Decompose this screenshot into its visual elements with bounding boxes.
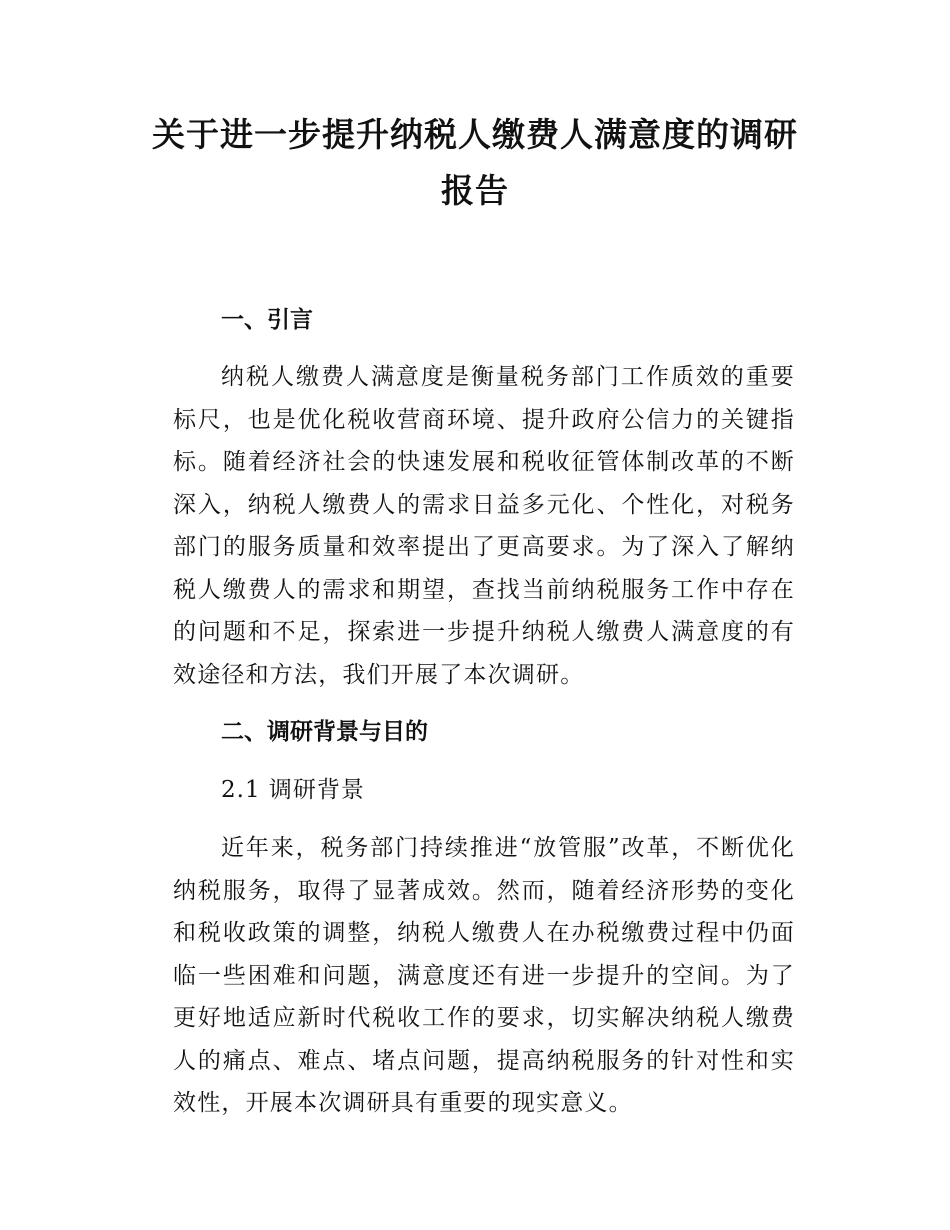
subsection-heading-background: 2.1 调研背景 bbox=[221, 777, 365, 803]
section-heading-background-purpose: 二、调研背景与目的 bbox=[221, 719, 428, 745]
introduction-paragraph: 纳税人缴费人满意度是衡量税务部门工作质效的重要标尺，也是优化税收营商环境、提升政府公信力的关键指标。随着经济社会的快速发展和税收征管体制改革的不断深入，纳税人缴费人的需求日益多元化、个性化，对税务部门的服务质量和效率提出了更高要求。为了深入了解纳税人缴费人的需求和期望，查找当前纳税服务工作中存在的问题和不足，探索进一步提升纳税人缴费人满意度的有效途径和方法，我们开展了本次调研。 bbox=[173, 364, 795, 688]
section-heading-introduction: 一、引言 bbox=[221, 307, 313, 333]
background-paragraph: 近年来，税务部门持续推进“放管服”改革，不断优化纳税服务，取得了显著成效。然而，随着经济形势的变化和税收政策的调整，纳税人缴费人在办税缴费过程中仍面临一些困难和问题，满意度还有进一步提升的空间。为了更好地适应新时代税收工作的要求，切实解决纳税人缴费人的痛点、难点、堵点问题，提高纳税服务的针对性和实效性，开展本次调研具有重要的现实意义。 bbox=[173, 835, 795, 1116]
page-title: 关于进一步提升纳税人缴费人满意度的调研报告 bbox=[152, 115, 798, 210]
